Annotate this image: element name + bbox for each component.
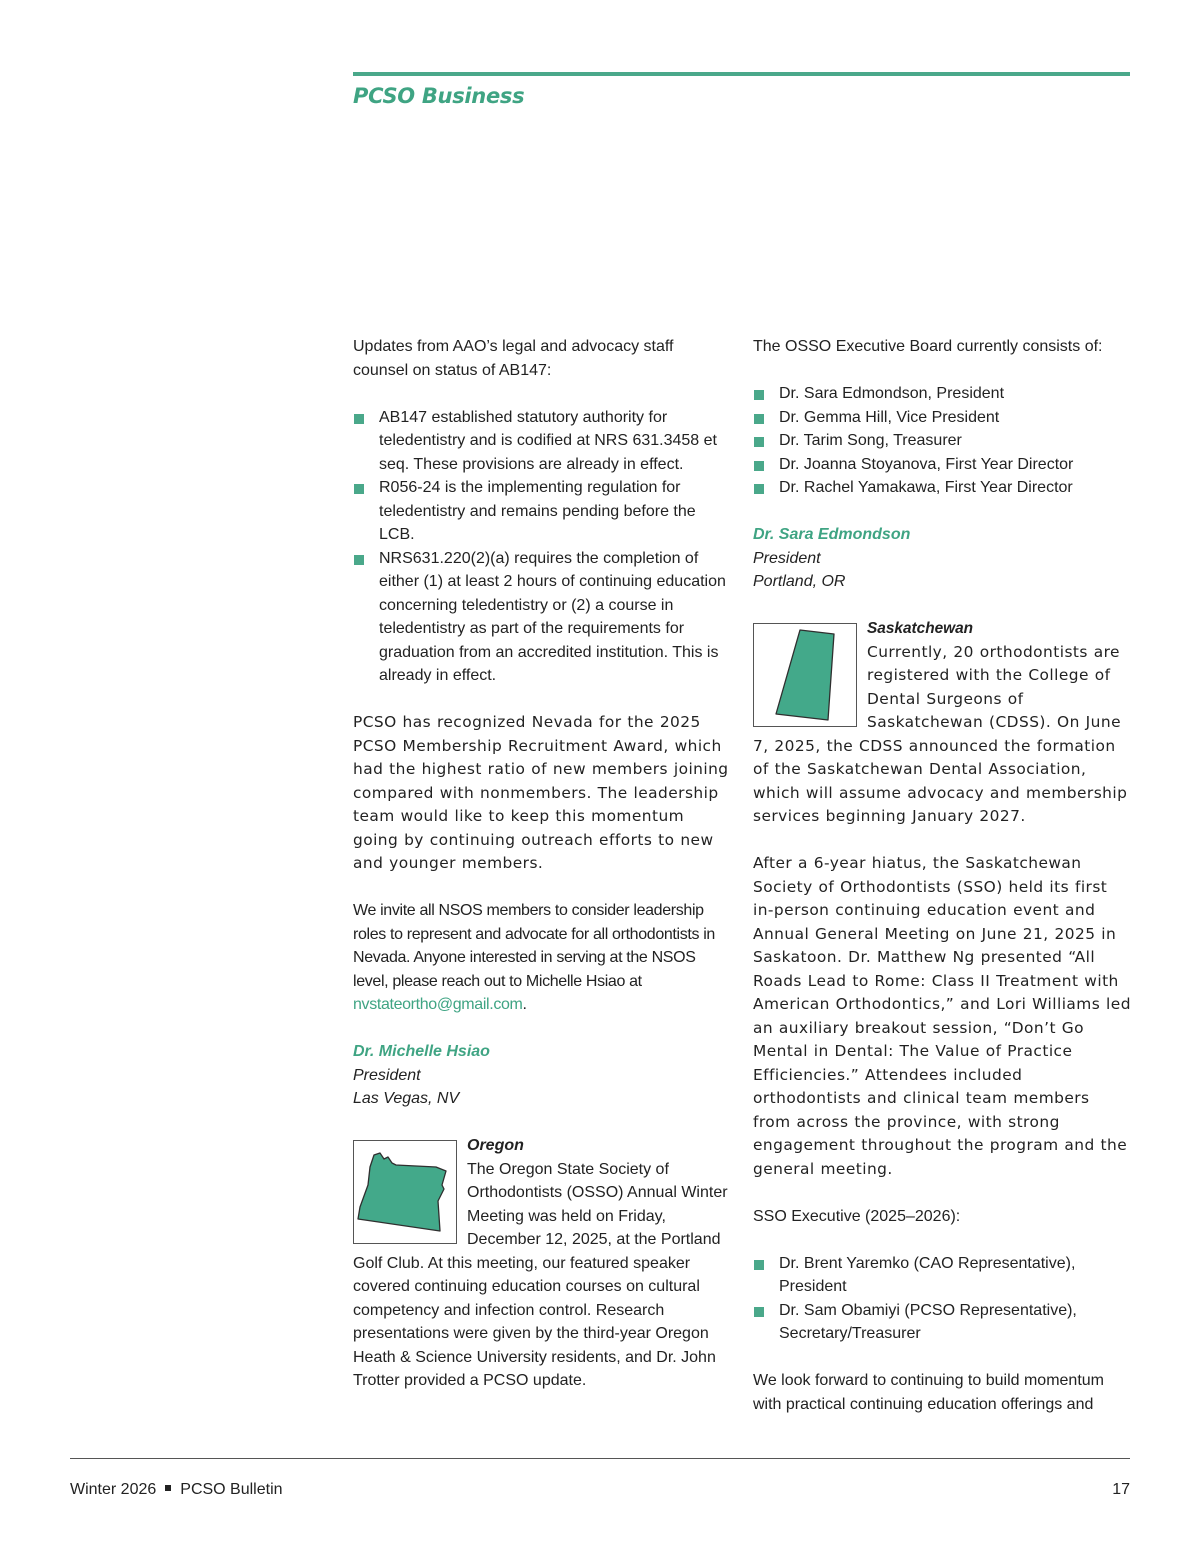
ab147-intro: Updates from AAO’s legal and advocacy staff counsel on status of AB147: <box>353 338 674 379</box>
bullet-square-icon <box>754 437 764 447</box>
oregon-map-icon <box>353 1140 457 1244</box>
oregon-heading: Oregon <box>467 1137 524 1154</box>
list-item: Dr. Tarim Song, Treasurer <box>753 429 1131 453</box>
bullet-square-icon <box>754 390 764 400</box>
signature-location: Portland, OR <box>753 573 846 590</box>
list-item: NRS631.220(2)(a) requires the completion of either (1) at least 2 hours of continuing education concerning teledentistry or (2) a course in teledentistry as part of the requirements for graduation from an accredited institution. This is already in effect. <box>353 547 731 688</box>
board-intro: The OSSO Executive Board currently consists of: <box>753 338 1103 355</box>
oregon-text: The Oregon State Society of Orthodontists (OSSO) Annual Winter Meeting was held on Friday, December 12, 2025, at the Portland Golf Club. At this meeting, our featured speaker covered continuing education courses on cultural competency and infection control. Research presentations were given by the third-year Oregon Heath & Science University residents, and Dr. John Trotter provided a PCSO update. <box>353 1160 728 1389</box>
signature-title: President <box>353 1066 421 1084</box>
list-item: Dr. Joanna Stoyanova, First Year Director <box>753 453 1131 477</box>
hiatus-paragraph: After a 6-year hiatus, the Saskatchewan Society of Orthodontists (SSO) held its first in-person continuing education event and Annual General Meeting on June 21, 2025 in Saskatoon. Dr. Matthew Ng presented “All Roads Lead to Rome: Class II Treatment with American Orthodontics,” and Lori Williams led an auxiliary breakout session, “Don’t Go Mental in Dental: The Value of Practice Efficiencies.” Attendees included orthodontists and clinical team members from across the province, with strong engagement throughout the program and the general meeting. <box>753 854 1131 1178</box>
board-list <box>753 382 1131 500</box>
saskatchewan-text: Currently, 20 orthodontists are registered with the College of Dental Surgeons of Saskatchewan (CDSS). On June 7, 2025, the CDSS announced the formation of the Saskatchewan Dental Association, which will assume advocacy and membership services beginning January 2027. <box>753 642 1128 825</box>
recognition-paragraph: PCSO has recognized Nevada for the 2025 PCSO Membership Recruitment Award, which had the highest ratio of new members joining compared with nonmembers. The leadership team would like to keep this momentum going by continuing outreach efforts to new and younger members. <box>353 713 729 872</box>
bullet-square-icon <box>754 484 764 494</box>
bullet-square-icon <box>354 555 364 565</box>
list-item: Dr. Gemma Hill, Vice President <box>753 406 1131 430</box>
sso-heading: SSO Executive (2025–2026): <box>753 1207 961 1225</box>
list-item: R056-24 is the implementing regulation for teledentistry and remains pending before the LCB. <box>353 476 731 547</box>
list-item: Dr. Sara Edmondson, President <box>753 382 1131 406</box>
list-item: Dr. Rachel Yamakawa, First Year Director <box>753 476 1131 500</box>
top-rule <box>353 72 1130 76</box>
oregon-section <box>353 1134 731 1393</box>
signature-hsiao <box>353 1040 731 1111</box>
list-item: Dr. Sam Obamiyi (PCSO Representative), Secretary/Treasurer <box>753 1299 1131 1346</box>
signature-name: Dr. Michelle Hsiao <box>353 1043 490 1060</box>
footer-left <box>70 1481 283 1499</box>
saskatchewan-section <box>753 617 1131 829</box>
signature-name: Dr. Sara Edmondson <box>753 526 911 543</box>
signature-location: Las Vegas, NV <box>353 1090 460 1107</box>
section-title: PCSO Business <box>353 84 525 108</box>
page-number: 17 <box>1112 1481 1130 1498</box>
bullet-square-icon <box>354 414 364 424</box>
email-link[interactable]: nvstateortho@gmail.com <box>353 996 523 1013</box>
footer-issue: Winter 2026 <box>70 1481 157 1498</box>
list-item: Dr. Brent Yaremko (CAO Representative), President <box>753 1252 1131 1299</box>
bullet-square-icon <box>754 461 764 471</box>
signature-edmondson <box>753 523 1131 594</box>
invite-paragraph: We invite all NSOS members to consider leadership roles to represent and advocate for all orthodontists in Nevada. Anyone interested in serving at the NSOS level, please reach out to Michelle Hsiao at nvstateortho@gmail.com. <box>353 902 715 1013</box>
list-item: AB147 established statutory authority for teledentistry and is codified at NRS 631.3458 et seq. These provisions are already in effect. <box>353 406 731 477</box>
saskatchewan-heading: Saskatchewan <box>867 620 974 637</box>
bullet-square-icon <box>754 1260 764 1270</box>
closing-paragraph: We look forward to continuing to build momentum with practical continuing education offerings and <box>753 1372 1104 1413</box>
ab147-list <box>353 406 731 688</box>
bullet-square-icon <box>354 484 364 494</box>
footer-rule <box>70 1458 1130 1459</box>
sso-list <box>753 1252 1131 1346</box>
left-column <box>353 335 731 1416</box>
footer-publication: PCSO Bulletin <box>180 1481 283 1498</box>
bullet-square-icon <box>754 1307 764 1317</box>
saskatchewan-map-icon <box>753 623 857 727</box>
right-column <box>753 335 1131 1440</box>
bullet-square-icon <box>754 414 764 424</box>
separator-square-icon <box>165 1485 171 1491</box>
signature-title: President <box>753 549 821 567</box>
